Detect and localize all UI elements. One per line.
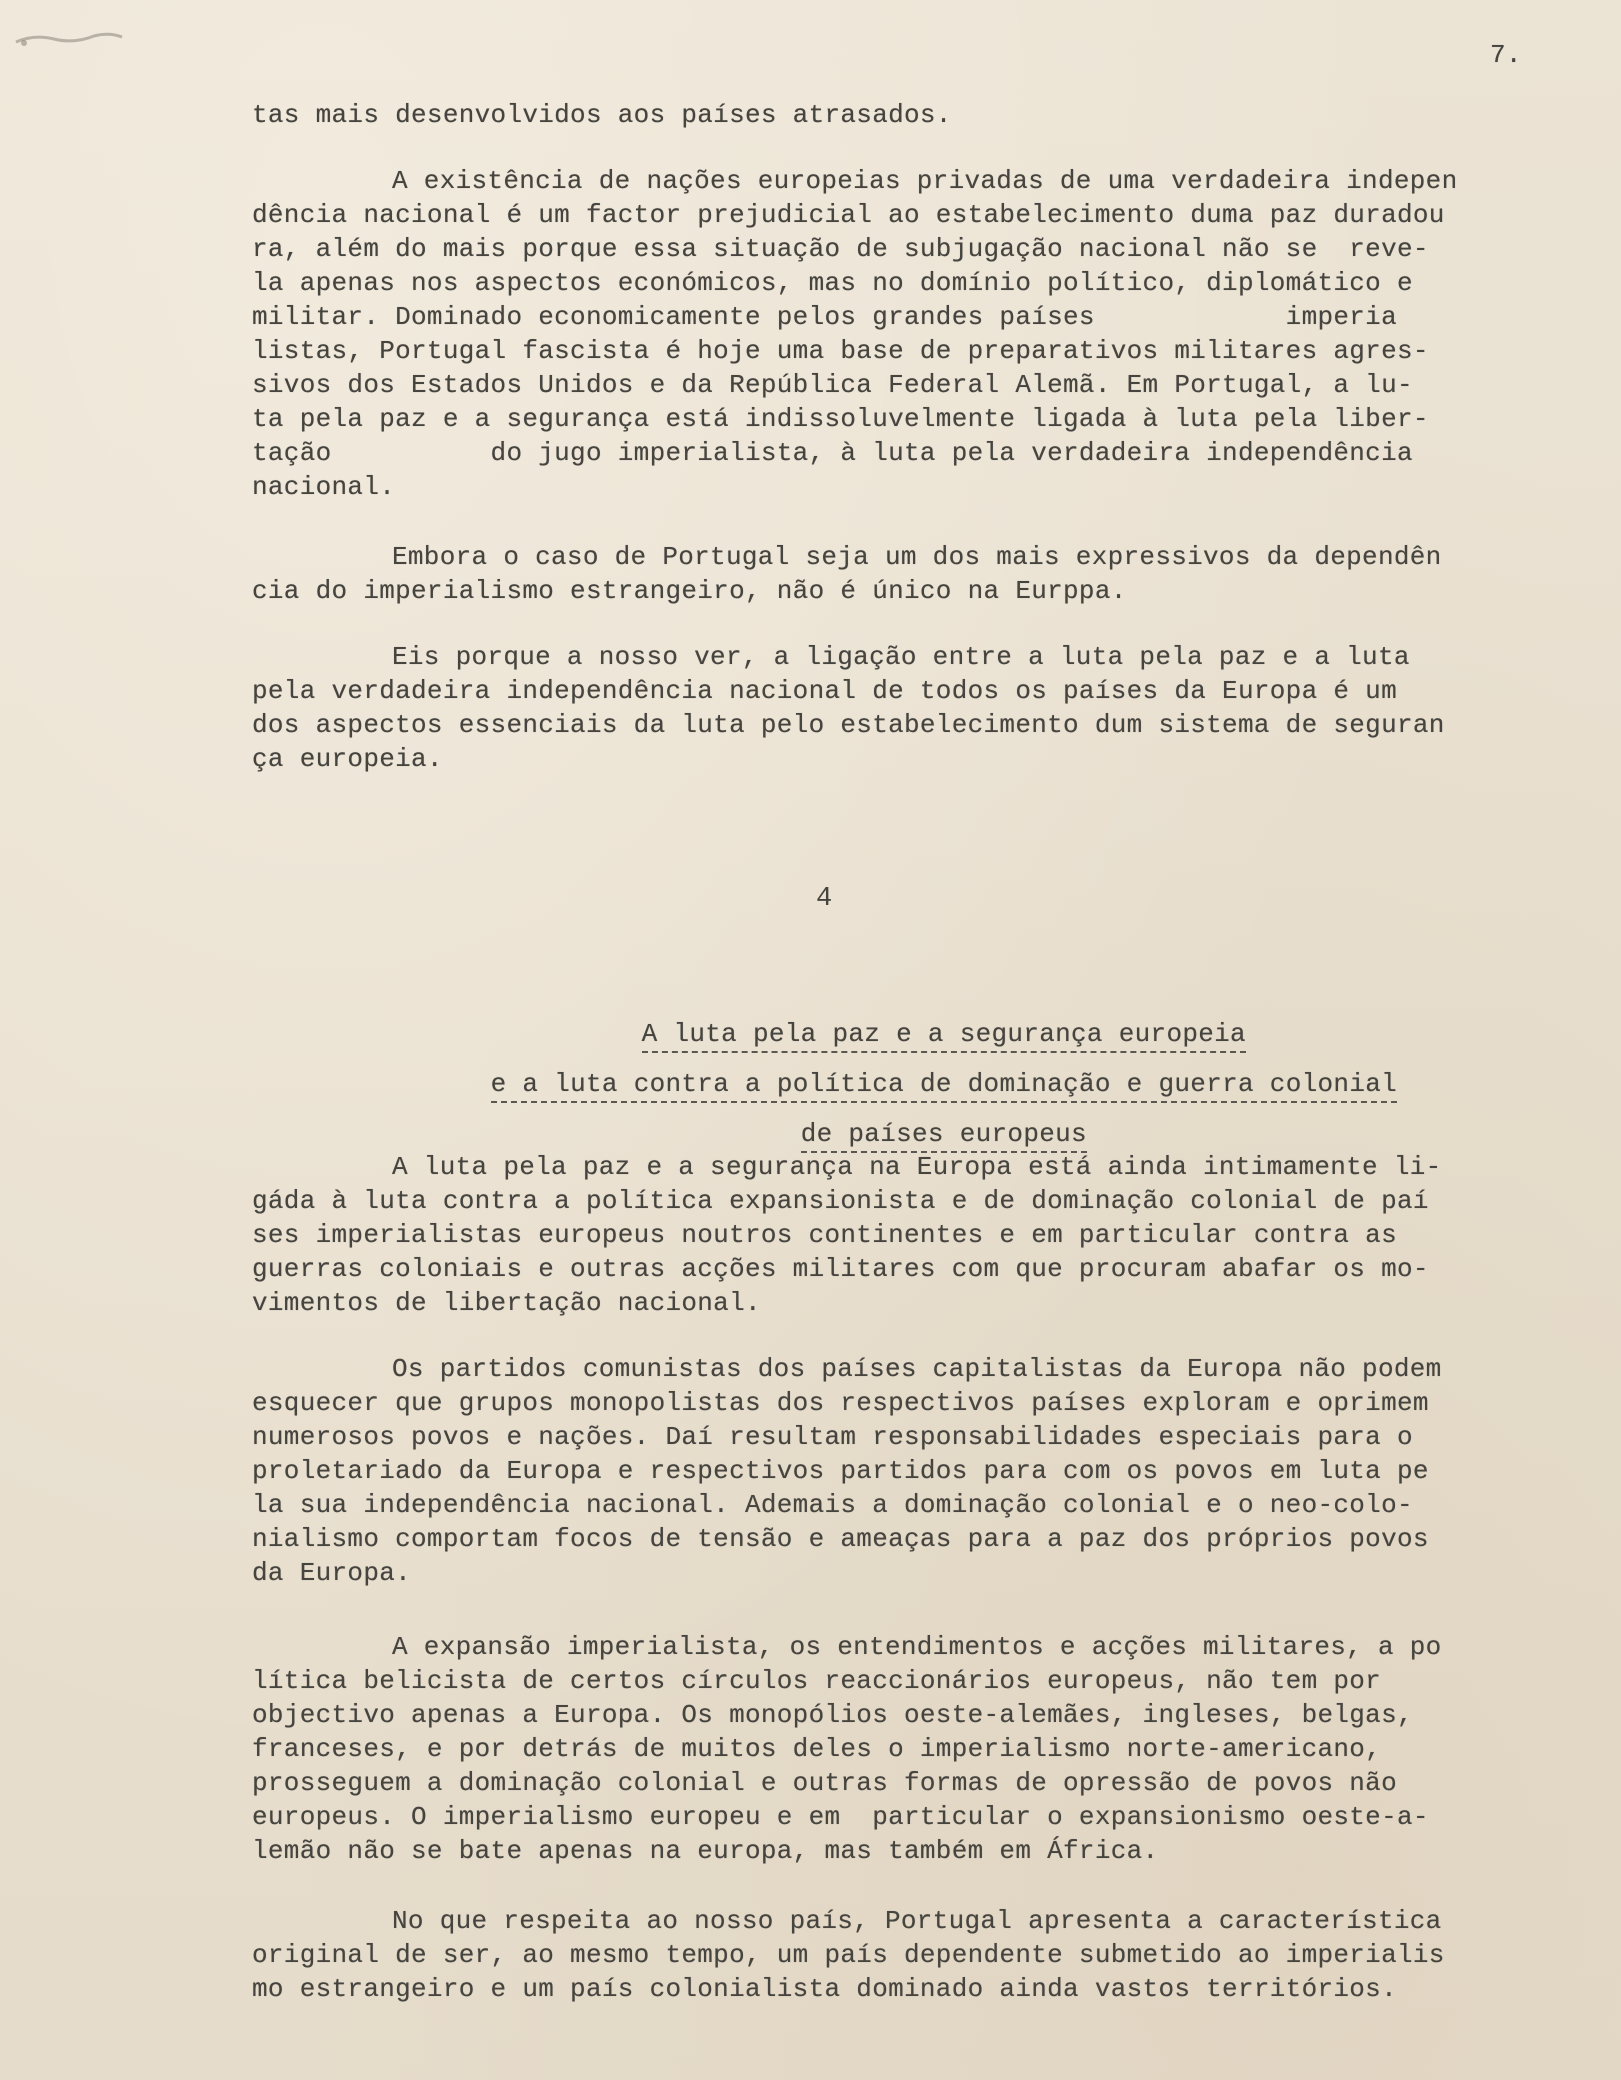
- text-line: da Europa.: [252, 1558, 412, 1588]
- paragraph-portugal-case: [252, 540, 1572, 608]
- text-line: Eis porque a nosso ver, a ligação entre a luta pela paz e a luta: [392, 642, 1410, 672]
- text-line: militar. Dominado economicamente pelos grandes países imperia: [252, 302, 1397, 332]
- text-line: ra, além do mais porque essa situação de subjugação nacional não se reve-: [252, 234, 1429, 264]
- text-line: proletariado da Europa e respectivos partidos para com os povos em luta pe: [252, 1456, 1429, 1486]
- text-line: cia do imperialismo estrangeiro, não é único na Eurppa.: [252, 576, 1127, 606]
- text-line: A expansão imperialista, os entendimentos e acções militares, a po: [392, 1632, 1442, 1662]
- text-line: sivos dos Estados Unidos e da República Federal Alemã. Em Portugal, a lu-: [252, 370, 1413, 400]
- text-line: ça europeia.: [252, 744, 443, 774]
- text-line: dos aspectos essenciais da luta pelo estabelecimento dum sistema de seguran: [252, 710, 1445, 740]
- text-line: A luta pela paz e a segurança na Europa está ainda intimamente li-: [392, 1152, 1442, 1182]
- heading-text: de países europeus: [801, 1119, 1087, 1153]
- paragraph-communist-parties: [252, 1352, 1572, 1590]
- text-line: Os partidos comunistas dos países capitalistas da Europa não podem: [392, 1354, 1442, 1384]
- ink-smudge: [14, 28, 124, 50]
- paragraph-struggle-for-peace: [252, 1150, 1572, 1320]
- text-line: mo estrangeiro e um país colonialista dominado ainda vastos territórios.: [252, 1974, 1397, 2004]
- text-line: la apenas nos aspectos económicos, mas no domínio político, diplomático e: [252, 268, 1413, 298]
- text-line: listas, Portugal fascista é hoje uma base de preparativos militares agres-: [252, 336, 1429, 366]
- heading-text: A luta pela paz e a segurança europeia: [642, 1019, 1246, 1053]
- text-line: ses imperialistas europeus noutros continentes e em particular contra as: [252, 1220, 1397, 1250]
- section-number: 4: [816, 884, 833, 914]
- text-line: No que respeita ao nosso país, Portugal apresenta a característica: [392, 1906, 1442, 1936]
- paragraph-imperialist-expansion: [252, 1630, 1572, 1868]
- text-line: nacional.: [252, 472, 396, 502]
- paragraph-our-country: [252, 1904, 1572, 2006]
- text-line: tação do jugo imperialista, à luta pela verdadeira independência: [252, 438, 1413, 468]
- text-line: objectivo apenas a Europa. Os monopólios oeste-alemães, ingleses, belgas,: [252, 1700, 1413, 1730]
- text-line: gáda à luta contra a política expansionista e de dominação colonial de paí: [252, 1186, 1429, 1216]
- text-line: franceses, e por detrás de muitos deles o imperialismo norte-americano,: [252, 1734, 1382, 1764]
- text-line: prosseguem a dominação colonial e outras formas de opressão de povos não: [252, 1768, 1397, 1798]
- text-line: nialismo comportam focos de tensão e ameaças para a paz dos próprios povos: [252, 1524, 1429, 1554]
- page-number: 7.: [1490, 40, 1522, 70]
- heading-text: e a luta contra a política de dominação e guerra colonial: [491, 1069, 1397, 1103]
- text-line: lemão não se bate apenas na europa, mas também em África.: [252, 1836, 1159, 1866]
- text-line: europeus. O imperialismo europeu e em particular o expansionismo oeste-a-: [252, 1802, 1429, 1832]
- text-line: lítica belicista de certos círculos reaccionários europeus, não tem por: [252, 1666, 1382, 1696]
- text-line: pela verdadeira independência nacional de todos os países da Europa é um: [252, 676, 1397, 706]
- paragraph-our-view: [252, 640, 1572, 776]
- text-line: guerras coloniais e outras acções militares com que procuram abafar os mo-: [252, 1254, 1429, 1284]
- paragraph-continuation: [252, 98, 1572, 132]
- text-line: esquecer que grupos monopolistas dos respectivos países exploram e oprimem: [252, 1388, 1429, 1418]
- text-line: dência nacional é um factor prejudicial ao estabelecimento duma paz duradou: [252, 200, 1445, 230]
- text-line: la sua independência nacional. Ademais a dominação colonial e o neo-colo-: [252, 1490, 1413, 1520]
- text-line: A existência de nações europeias privadas de uma verdadeira indepen: [392, 166, 1458, 196]
- text-line: tas mais desenvolvidos aos países atrasados.: [252, 100, 952, 130]
- text-line: vimentos de libertação nacional.: [252, 1288, 761, 1318]
- text-line: Embora o caso de Portugal seja um dos mais expressivos da dependên: [392, 542, 1442, 572]
- text-line: numerosos povos e nações. Daí resultam responsabilidades especiais para o: [252, 1422, 1413, 1452]
- paragraph-existence-of-nations: [252, 164, 1572, 504]
- text-line: original de ser, ao mesmo tempo, um país dependente submetido ao imperialis: [252, 1940, 1445, 1970]
- text-line: ta pela paz e a segurança está indissoluvelmente ligada à luta pela liber-: [252, 404, 1429, 434]
